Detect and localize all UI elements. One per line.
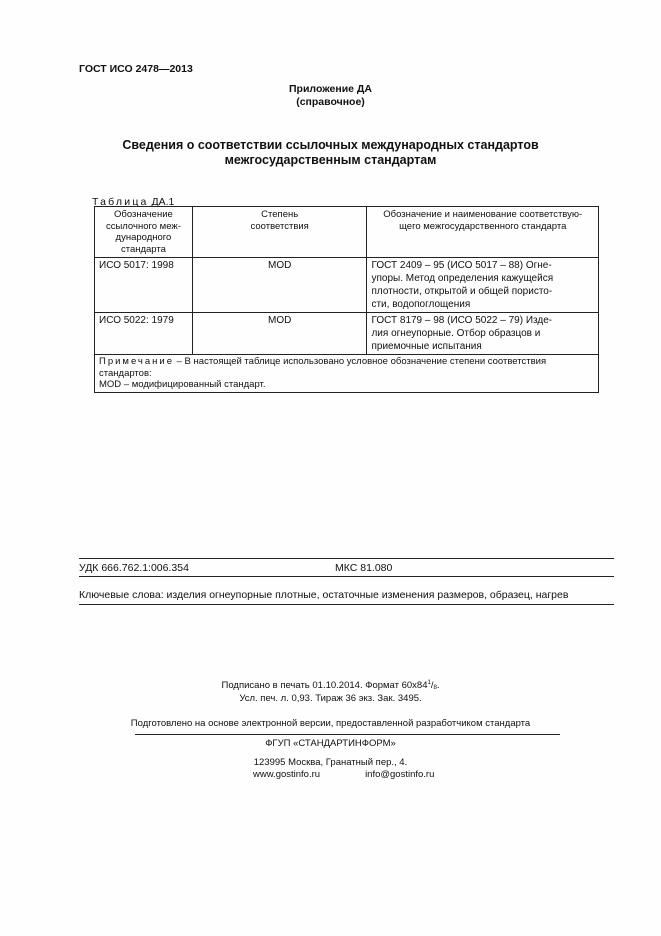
print-info-text: Подписано в печать 01.10.2014. Формат 60х84: [221, 680, 428, 691]
publisher: ФГУП «СТАНДАРТИНФОРМ»: [265, 738, 396, 749]
format-fraction-den: 8: [433, 685, 437, 691]
table-note-row: [95, 355, 599, 393]
header-ref-line: Обозначение: [114, 209, 173, 220]
table-header-row: [95, 207, 599, 258]
keywords-divider-bottom: [79, 604, 614, 605]
section-title: [0, 138, 661, 168]
cell-gost-line: плотности, открытой и общей пористо-: [371, 286, 553, 297]
appendix-subtitle: (справочное): [296, 96, 365, 108]
header-degree: [192, 207, 367, 258]
website-link[interactable]: www.gostinfo.ru: [253, 769, 321, 780]
header-ref-line: ссылочного меж-: [105, 220, 181, 232]
header-ref-line: стандарта: [120, 243, 166, 255]
table-note: [95, 355, 599, 393]
email-link[interactable]: info@gostinfo.ru: [365, 769, 435, 780]
correspondence-table: [94, 206, 599, 393]
print-info-line2: Усл. печ. л. 0,93. Тираж 36 экз. Зак. 3495.: [239, 693, 422, 704]
table-row: [95, 313, 599, 355]
standard-number: ГОСТ ИСО 2478—2013: [79, 63, 193, 75]
prepared-note: Подготовлено на основе электронной версии, предоставленной разработчиком стандарта: [130, 718, 531, 729]
cell-gost-line: упоры. Метод определения кажущейся: [371, 273, 554, 284]
header-ref-standard: [95, 207, 193, 258]
note-text: – В настоящей таблице использовано условное обозначение степени соответствия: [174, 356, 547, 367]
publisher-address: 123995 Москва, Гранатный пер., 4.: [253, 757, 408, 768]
section-title-line1: Сведения о соответствии ссылочных международных стандартов: [122, 138, 539, 152]
header-gost-line: Обозначение и наименование соответствую-: [383, 209, 583, 220]
cell-gost-line: сти, водопоглощения: [371, 299, 471, 310]
note-line3: MOD – модифицированный стандарт.: [99, 379, 266, 390]
note-line1: [99, 356, 594, 368]
header-gost-line: щего межгосударственного стандарта: [399, 220, 567, 232]
cell-ref: ИСО 5022: 1979: [95, 313, 193, 355]
keywords: Ключевые слова: изделия огнеупорные плотные, остаточные изменения размеров, образец, нагрев: [79, 589, 569, 601]
section-title-line2: межгосударственным стандартам: [224, 153, 437, 167]
cell-gost: [367, 313, 599, 355]
header-ref-line: дународного: [115, 232, 172, 243]
note-head: Примечание: [99, 356, 174, 367]
cell-gost-line: ГОСТ 8179 – 98 (ИСО 5022 – 79) Изде-: [371, 315, 553, 326]
cell-ref: ИСО 5017: 1998: [95, 258, 193, 313]
cell-gost-line: приемочные испытания: [371, 341, 482, 352]
udk-code: УДК 666.762.1:006.354: [79, 562, 189, 574]
table-caption-word: Таблица: [92, 196, 149, 208]
publisher-contacts: [253, 769, 493, 780]
publisher-divider: [135, 734, 560, 735]
cell-gost: [367, 258, 599, 313]
udk-divider: [79, 558, 614, 559]
print-info-end: .: [436, 680, 440, 691]
header-degree-line: Степень: [261, 209, 299, 220]
cell-gost-line: ГОСТ 2409 – 95 (ИСО 5017 – 88) Огне-: [371, 260, 552, 271]
mks-code: МКС 81.080: [335, 562, 393, 574]
note-line2: стандартов:: [99, 367, 152, 379]
cell-degree: MOD: [192, 313, 367, 355]
keywords-divider-top: [79, 576, 614, 577]
appendix-title: Приложение ДА: [289, 83, 372, 95]
table-caption-id: ДА.1: [151, 196, 175, 208]
cell-degree: MOD: [192, 258, 367, 313]
print-info-line1: Подписано в печать 01.10.2014. Формат $60х84^1/_8$.: [221, 680, 440, 691]
header-gost: [367, 207, 599, 258]
header-degree-line: соответствия: [250, 220, 309, 232]
cell-gost-line: лия огнеупорные. Отбор образцов и: [371, 328, 541, 339]
format-fraction-num: 1: [427, 680, 431, 686]
table-row: [95, 258, 599, 313]
